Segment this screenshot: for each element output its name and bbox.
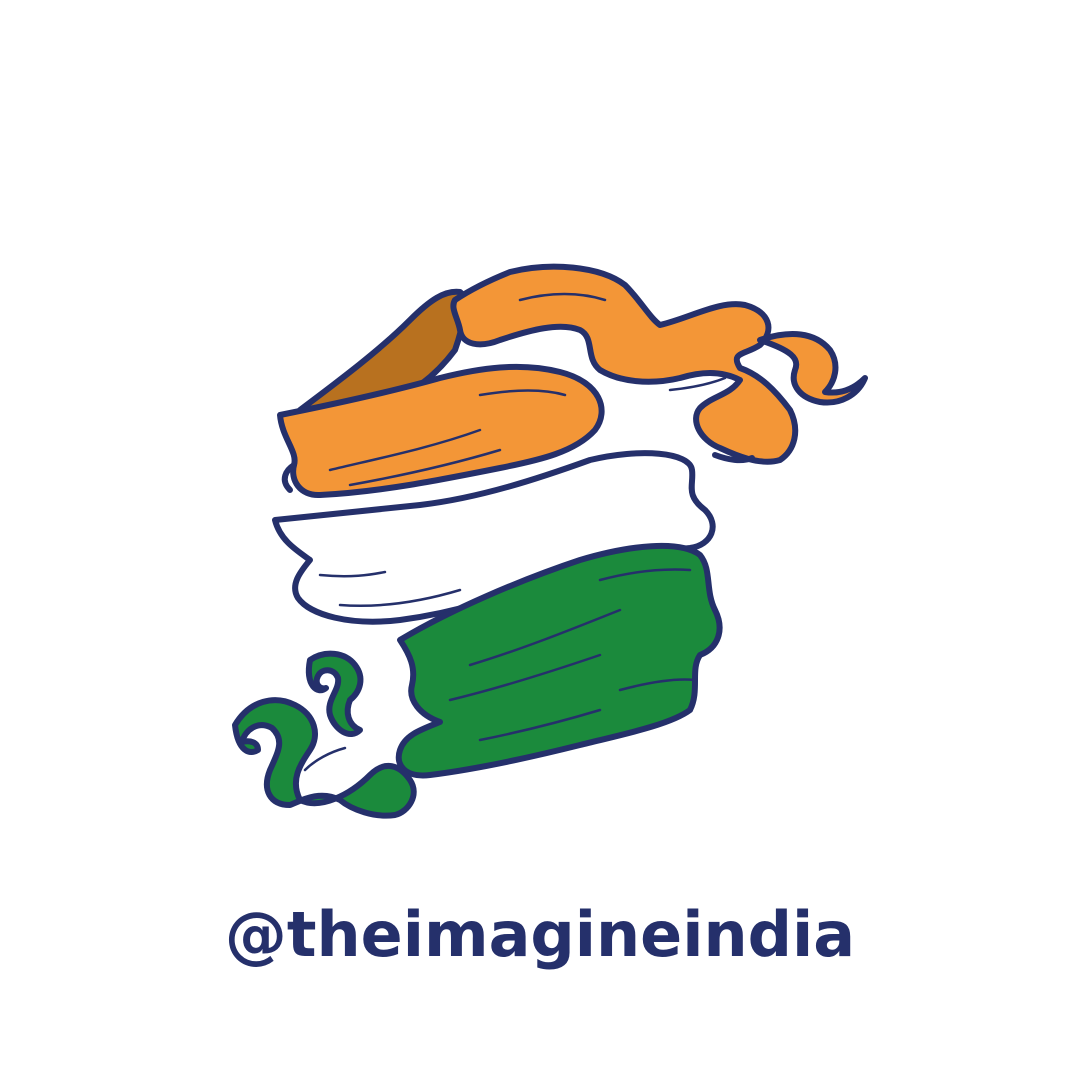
green-curl xyxy=(309,654,361,734)
social-handle: @theimagineindia xyxy=(224,898,856,971)
green-band-tail xyxy=(235,700,414,815)
